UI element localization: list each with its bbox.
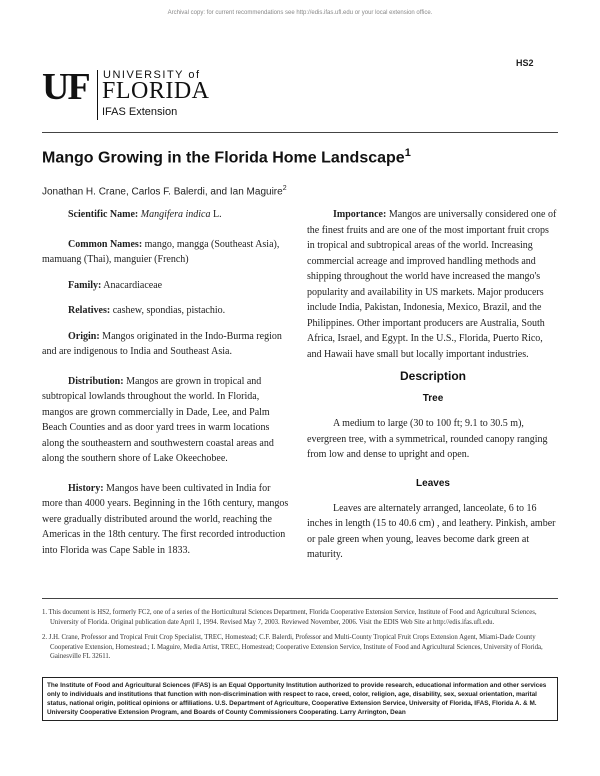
logo-divider [97,70,98,120]
family-text: Anacardiaceae [103,279,163,291]
importance-text: Mangos are universally considered one of the finest fruits and are one of the most important fruit crops in tropical and subtropical areas of the world. Increasing commercial acreage and improved handling methods and shipping throughout the world have increased the mango's popularity and availability in US markets. Major producers include India, Pakistan, Indonesia, Mexico, Brazil, and the Philippines. Other important producers are Australia, South Africa, Israel, and Egypt. In the U.S., Florida, Puerto Rico, and Hawaii have small but locally important industries. [307,209,557,360]
page-title [42,147,411,167]
footnote-rule [42,598,558,599]
history-text: Mangos have been cultivated in India for more than 4000 years. Beginning in the 16th century, mangos were gradually distributed around the world, reaching the Americas in the 18th century. The first recorded introduction into Florida was Cape Sable in 1833. [42,482,289,556]
scientific-name-label: Scientific Name: [68,209,139,220]
title-text: Mango Growing in the Florida Home Landscape [42,149,405,167]
relatives-para [42,303,292,319]
distribution-text: Mangos are grown in tropical and subtropical lowlands throughout the world. In Florida, mangos are grown commercially in Dade, Lee, and Palm Beach Counties and as door yard trees in warm locations along the southeastern and southwestern coastal areas and along the southern shore of Lake Okeechobee. [42,375,274,464]
importance-para [307,207,559,362]
document-id: HS2 [516,58,534,68]
family-para [42,278,292,294]
distribution-para [42,374,292,467]
history-para [42,481,292,559]
footnotes [42,608,558,668]
authors [42,185,287,197]
common-names-label: Common Names: [68,238,143,250]
footnote-1: 1. This document is HS2, formerly FC2, one of a series of the Horticultural Sciences Department, Florida Cooperative Extension Service, Institute of Food and Agricultural Sciences, University of Florida. Original publication date April 1, 1994. Revised May 7, 2003. Reviewed November, 2006. Visit the EDIS Web Site at http://edis.ifas.ufl.edu. [42,609,537,626]
leaves-heading: Leaves [416,477,450,489]
tree-para: A medium to large (30 to 100 ft; 9.1 to 30.5 m), evergreen tree, with a symmetrical, rounded canopy ranging from low and dense to upright and open. [307,418,548,460]
logo-university-of: UNIVERSITY of [103,69,201,81]
header-rule [42,132,558,133]
history-label: History: [68,482,104,494]
title-footnote-ref: 1 [404,147,411,159]
importance-label: Importance: [333,209,387,220]
origin-label: Origin: [68,330,100,342]
right-column [307,207,559,563]
logo-ifas-extension: IFAS Extension [102,106,178,118]
description-heading: Description [399,369,466,383]
origin-text: Mangos originated in the Indo-Burma region and are indigenous to India and Southeast Asia. [42,330,282,357]
authors-footnote-ref: 2 [282,185,287,192]
archive-note: Archival copy: for current recommendations see http://edis.ifas.ufl.edu or your local extension office. [167,10,433,16]
scientific-author: L. [212,209,222,220]
distribution-label: Distribution: [68,375,124,387]
tree-heading: Tree [422,393,444,404]
relatives-label: Relatives: [68,305,111,316]
scientific-name-para [42,207,292,223]
logo-florida: FLORIDA [102,78,210,104]
common-names-para [42,237,292,268]
common-names-text: mango, mangga (Southeast Asia), mamuang (Thai), manguier (French) [42,238,280,265]
left-column [42,207,292,558]
relatives-text: cashew, spondias, pistachio. [112,305,226,316]
leaves-para: Leaves are alternately arranged, lanceolate, 6 to 16 inches in length (15 to 40.6 cm) , and leathery. Pinkish, amber or pale green when young, leaves become dark green at maturity. [307,502,556,560]
origin-para [42,329,292,360]
uf-ifas-logo [42,68,242,122]
scientific-name: Mangifera indica [140,209,211,220]
footnote-2: 2. J.H. Crane, Professor and Tropical Fruit Crop Specialist, TREC, Homestead; C.F. Balerdi, Professor and Multi-County Tropical Fruit Crops Extension Agent, Miami-Dade County Cooperative Extension, Homestead.; I. Maguire, Media Artist, TREC, Homestead; Cooperative Extension Service, Institute of Food and Agricultural Sciences, University of Florida, Gainesville FL 32611. [42,634,543,660]
authors-text: Jonathan H. Crane, Carlos F. Balerdi, and Ian Maguire [42,186,283,198]
uf-logo-mark: UF [42,66,89,108]
equal-opportunity-statement: The Institute of Food and Agricultural Sciences (IFAS) is an Equal Opportunity Institution authorized to provide research, educational information and other services only to individuals and institutions that function with non-discrimination with respect to race, creed, color, religion, age, disability, sex, sexual orientation, marital status, national origin, political opinions or affiliations. U.S. Department of Agriculture, Cooperative Extension Service, University of Florida, IFAS, Florida A. & M. University Cooperative Extension Program, and Boards of County Commissioners Cooperating. Larry Arrington, Dean [42,677,558,721]
family-label: Family: [68,279,102,291]
